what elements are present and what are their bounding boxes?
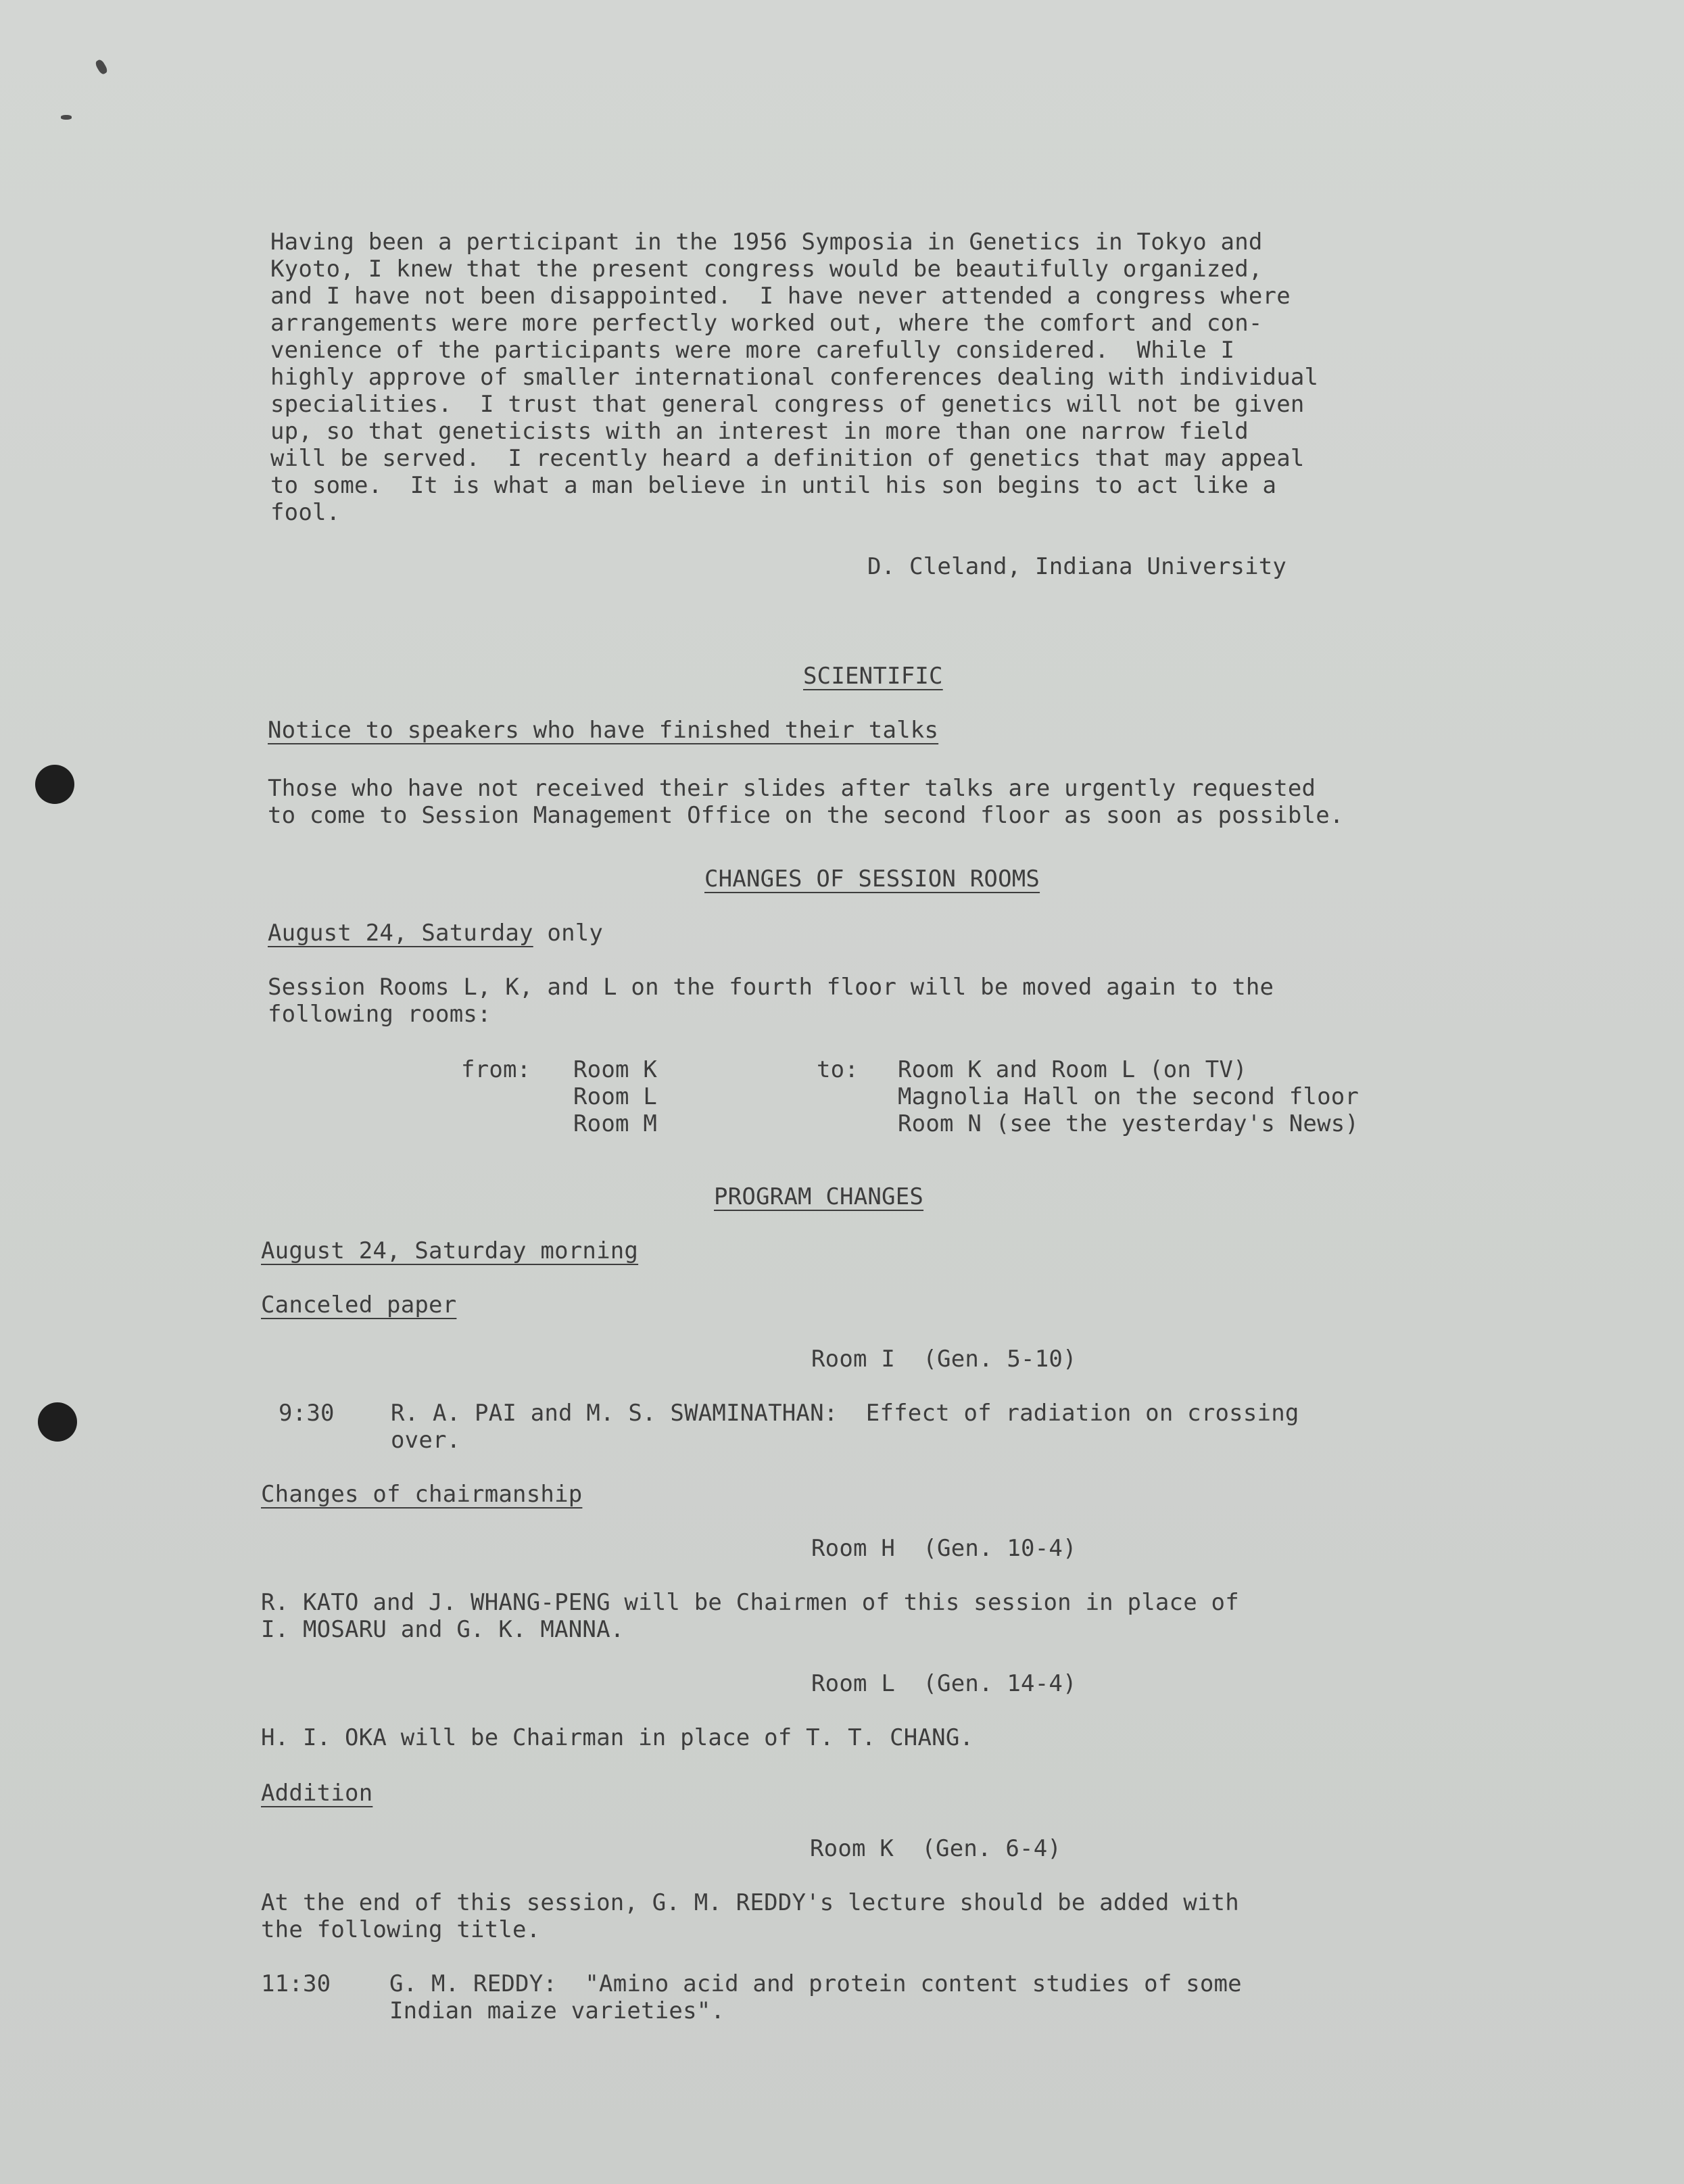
to-room: Magnolia Hall on the second floor <box>898 1083 1360 1110</box>
addition-room: Room K (Gen. 6-4) <box>810 1835 1062 1862</box>
from-room: Room M <box>573 1110 658 1137</box>
letter-line: fool. <box>270 499 341 526</box>
canceled-room: Room I (Gen. 5-10) <box>811 1346 1077 1373</box>
punch-hole-bottom <box>38 1402 77 1442</box>
letter-line: up, so that geneticists with an interest in more than one narrow field <box>270 418 1249 445</box>
canceled-time: 9:30 <box>279 1400 335 1427</box>
room-changes-intro: following rooms: <box>268 1001 491 1028</box>
punch-hole-top <box>35 765 74 804</box>
addition-title: Addition <box>261 1780 373 1807</box>
chair-line: H. I. OKA will be Chairman in place of T. T. CHANG. <box>261 1724 974 1751</box>
paper-speck <box>94 58 108 75</box>
program-changes-date: August 24, Saturday morning <box>261 1237 639 1264</box>
letter-line: specialities. I trust that general congress of genetics will not be given <box>270 391 1305 418</box>
letter-line: highly approve of smaller international conferences dealing with individual <box>270 364 1319 391</box>
canceled-line: R. A. PAI and M. S. SWAMINATHAN: Effect of radiation on crossing <box>391 1400 1299 1427</box>
room-changes-date <box>268 920 603 947</box>
program-changes-heading: PROGRAM CHANGES <box>714 1183 924 1210</box>
letter-line: Kyoto, I knew that the present congress would be beautifully organized, <box>270 256 1263 283</box>
chair-room: Room L (Gen. 14-4) <box>811 1670 1077 1697</box>
from-room: Room K <box>573 1056 658 1083</box>
letter-line: venience of the participants were more carefully considered. While I <box>270 337 1235 364</box>
chair-title: Changes of chairmanship <box>261 1481 583 1508</box>
addition-time: 11:30 <box>261 1970 331 1997</box>
letter-signature: D. Cleland, Indiana University <box>867 553 1287 580</box>
canceled-title: Canceled paper <box>261 1291 457 1319</box>
addition-paper-line: Indian maize varieties". <box>389 1997 725 2024</box>
room-changes-intro: Session Rooms L, K, and L on the fourth floor will be moved again to the <box>268 974 1274 1001</box>
notice-line: to come to Session Management Office on the second floor as soon as possible. <box>268 802 1344 829</box>
room-changes-heading: CHANGES OF SESSION ROOMS <box>704 865 1040 893</box>
room-changes-date-day: August 24, Saturday <box>268 920 533 947</box>
room-changes-date-suffix: only <box>533 920 604 947</box>
to-room: Room K and Room L (on TV) <box>898 1056 1247 1083</box>
from-label: from: <box>461 1056 531 1083</box>
letter-line: will be served. I recently heard a definition of genetics that may appeal <box>270 445 1305 472</box>
scientific-heading: SCIENTIFIC <box>803 663 943 690</box>
chair-line: R. KATO and J. WHANG-PENG will be Chairmen of this session in place of <box>261 1589 1239 1616</box>
addition-paper-line: G. M. REDDY: "Amino acid and protein content studies of some <box>389 1970 1242 1997</box>
to-room: Room N (see the yesterday's News) <box>898 1110 1360 1137</box>
from-room: Room L <box>573 1083 658 1110</box>
paper-speck <box>61 115 72 120</box>
notice-title: Notice to speakers who have finished their talks <box>268 717 939 744</box>
letter-line: to some. It is what a man believe in until his son begins to act like a <box>270 472 1277 499</box>
addition-line: the following title. <box>261 1916 541 1943</box>
letter-line: Having been a perticipant in the 1956 Symposia in Genetics in Tokyo and <box>270 229 1263 256</box>
letter-line: arrangements were more perfectly worked out, where the comfort and con- <box>270 310 1263 337</box>
canceled-line: over. <box>391 1427 461 1454</box>
chair-room: Room H (Gen. 10-4) <box>811 1535 1077 1562</box>
chair-line: I. MOSARU and G. K. MANNA. <box>261 1616 625 1643</box>
letter-line: and I have not been disappointed. I have never attended a congress where <box>270 283 1291 310</box>
to-label: to: <box>817 1056 859 1083</box>
notice-line: Those who have not received their slides after talks are urgently requested <box>268 775 1316 802</box>
addition-line: At the end of this session, G. M. REDDY's lecture should be added with <box>261 1889 1239 1916</box>
